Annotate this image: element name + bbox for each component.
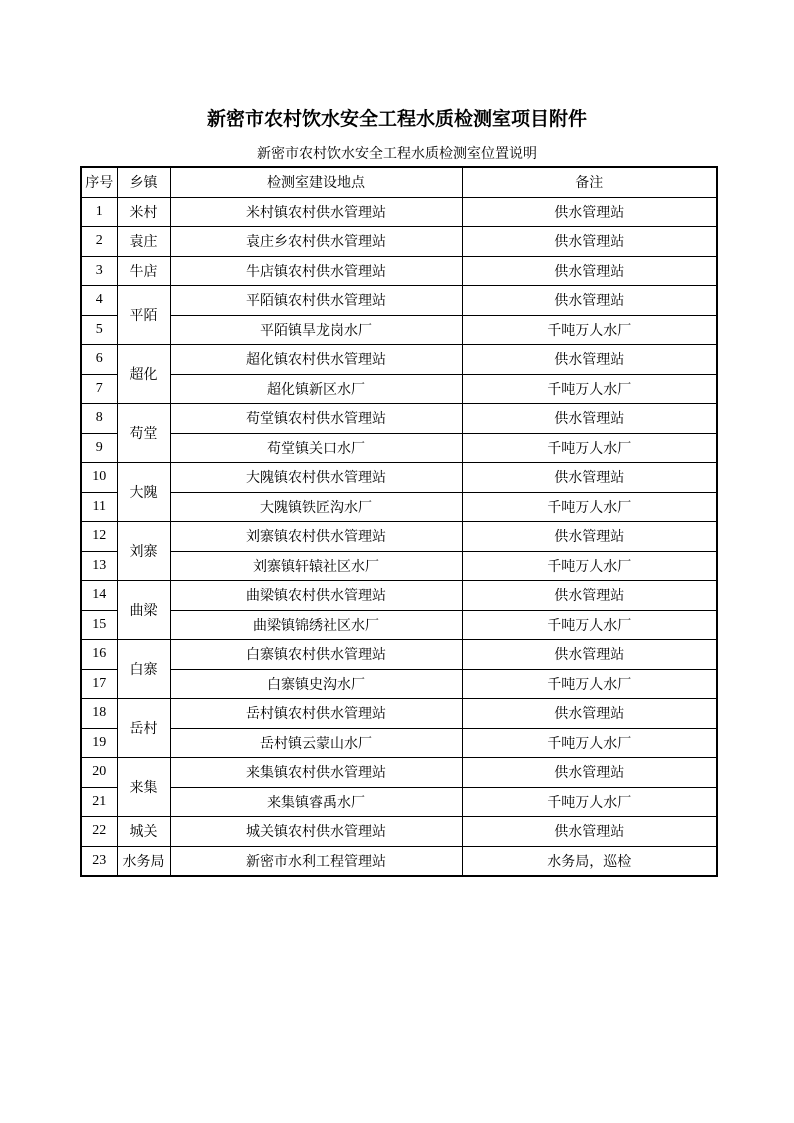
table-row [81, 315, 717, 345]
site-cell: 牛店镇农村供水管理站 [170, 256, 462, 286]
table-row [81, 345, 717, 375]
table-row [81, 374, 717, 404]
site-cell: 超化镇农村供水管理站 [170, 345, 462, 375]
site-cell: 刘寨镇轩辕社区水厂 [170, 551, 462, 581]
note-cell: 千吨万人水厂 [462, 787, 717, 817]
table-row [81, 522, 717, 552]
table-row [81, 787, 717, 817]
town-cell: 来集 [117, 758, 170, 817]
row-number: 3 [81, 256, 117, 286]
row-number: 16 [81, 640, 117, 670]
row-number: 14 [81, 581, 117, 611]
site-cell: 来集镇睿禹水厂 [170, 787, 462, 817]
table-row [81, 404, 717, 434]
site-cell: 大隗镇铁匠沟水厂 [170, 492, 462, 522]
note-cell: 千吨万人水厂 [462, 315, 717, 345]
table-row [81, 197, 717, 227]
row-number: 21 [81, 787, 117, 817]
header-no: 序号 [81, 167, 117, 197]
site-cell: 白寨镇史沟水厂 [170, 669, 462, 699]
table-row [81, 610, 717, 640]
table-row [81, 640, 717, 670]
note-cell: 供水管理站 [462, 463, 717, 493]
note-cell: 千吨万人水厂 [462, 669, 717, 699]
table-row [81, 581, 717, 611]
site-cell: 曲梁镇锦绣社区水厂 [170, 610, 462, 640]
site-cell: 超化镇新区水厂 [170, 374, 462, 404]
row-number: 8 [81, 404, 117, 434]
row-number: 2 [81, 227, 117, 257]
row-number: 17 [81, 669, 117, 699]
note-cell: 供水管理站 [462, 345, 717, 375]
table-row [81, 758, 717, 788]
table-row [81, 463, 717, 493]
town-cell: 米村 [117, 197, 170, 227]
town-cell: 白寨 [117, 640, 170, 699]
row-number: 5 [81, 315, 117, 345]
table-row [81, 817, 717, 847]
row-number: 4 [81, 286, 117, 316]
header-site: 检测室建设地点 [170, 167, 462, 197]
note-cell: 供水管理站 [462, 197, 717, 227]
document-title: 新密市农村饮水安全工程水质检测室项目附件 [206, 108, 587, 130]
row-number: 13 [81, 551, 117, 581]
row-number: 15 [81, 610, 117, 640]
town-cell: 城关 [117, 817, 170, 847]
site-cell: 城关镇农村供水管理站 [170, 817, 462, 847]
site-cell: 苟堂镇农村供水管理站 [170, 404, 462, 434]
note-cell: 千吨万人水厂 [462, 610, 717, 640]
table-row [81, 492, 717, 522]
note-cell: 供水管理站 [462, 227, 717, 257]
site-cell: 新密市水利工程管理站 [170, 846, 462, 876]
site-cell: 岳村镇农村供水管理站 [170, 699, 462, 729]
site-cell: 大隗镇农村供水管理站 [170, 463, 462, 493]
row-number: 22 [81, 817, 117, 847]
row-number: 20 [81, 758, 117, 788]
note-cell: 千吨万人水厂 [462, 492, 717, 522]
note-cell: 供水管理站 [462, 256, 717, 286]
note-cell: 供水管理站 [462, 286, 717, 316]
town-cell: 岳村 [117, 699, 170, 758]
table-row [81, 669, 717, 699]
row-number: 7 [81, 374, 117, 404]
site-cell: 白寨镇农村供水管理站 [170, 640, 462, 670]
site-cell: 米村镇农村供水管理站 [170, 197, 462, 227]
town-cell: 超化 [117, 345, 170, 404]
header-town: 乡镇 [117, 167, 170, 197]
site-cell: 岳村镇云蒙山水厂 [170, 728, 462, 758]
table-row [81, 286, 717, 316]
town-cell: 牛店 [117, 256, 170, 286]
row-number: 6 [81, 345, 117, 375]
note-cell: 千吨万人水厂 [462, 433, 717, 463]
row-number: 9 [81, 433, 117, 463]
site-cell: 平陌镇旱龙岗水厂 [170, 315, 462, 345]
table-body [81, 197, 717, 876]
site-cell: 袁庄乡农村供水管理站 [170, 227, 462, 257]
note-cell: 供水管理站 [462, 817, 717, 847]
table-row [81, 433, 717, 463]
row-number: 10 [81, 463, 117, 493]
site-cell: 刘寨镇农村供水管理站 [170, 522, 462, 552]
row-number: 19 [81, 728, 117, 758]
site-cell: 平陌镇农村供水管理站 [170, 286, 462, 316]
site-cell: 来集镇农村供水管理站 [170, 758, 462, 788]
row-number: 1 [81, 197, 117, 227]
lab-location-table [80, 166, 718, 877]
town-cell: 水务局 [117, 846, 170, 876]
note-cell: 供水管理站 [462, 699, 717, 729]
table-row [81, 227, 717, 257]
table-row [81, 699, 717, 729]
town-cell: 曲梁 [117, 581, 170, 640]
row-number: 12 [81, 522, 117, 552]
row-number: 23 [81, 846, 117, 876]
town-cell: 平陌 [117, 286, 170, 345]
note-cell: 水务局，巡检 [462, 846, 717, 876]
header-note: 备注 [462, 167, 717, 197]
table-caption: 新密市农村饮水安全工程水质检测室位置说明 [257, 146, 537, 162]
row-number: 18 [81, 699, 117, 729]
table-row [81, 846, 717, 876]
note-cell: 千吨万人水厂 [462, 374, 717, 404]
table-header-row [81, 167, 717, 197]
note-cell: 供水管理站 [462, 522, 717, 552]
site-cell: 曲梁镇农村供水管理站 [170, 581, 462, 611]
table-row [81, 551, 717, 581]
table-row [81, 256, 717, 286]
note-cell: 千吨万人水厂 [462, 551, 717, 581]
table-row [81, 728, 717, 758]
note-cell: 供水管理站 [462, 758, 717, 788]
note-cell: 供水管理站 [462, 404, 717, 434]
note-cell: 千吨万人水厂 [462, 728, 717, 758]
town-cell: 苟堂 [117, 404, 170, 463]
town-cell: 袁庄 [117, 227, 170, 257]
note-cell: 供水管理站 [462, 640, 717, 670]
site-cell: 苟堂镇关口水厂 [170, 433, 462, 463]
town-cell: 大隗 [117, 463, 170, 522]
town-cell: 刘寨 [117, 522, 170, 581]
row-number: 11 [81, 492, 117, 522]
note-cell: 供水管理站 [462, 581, 717, 611]
